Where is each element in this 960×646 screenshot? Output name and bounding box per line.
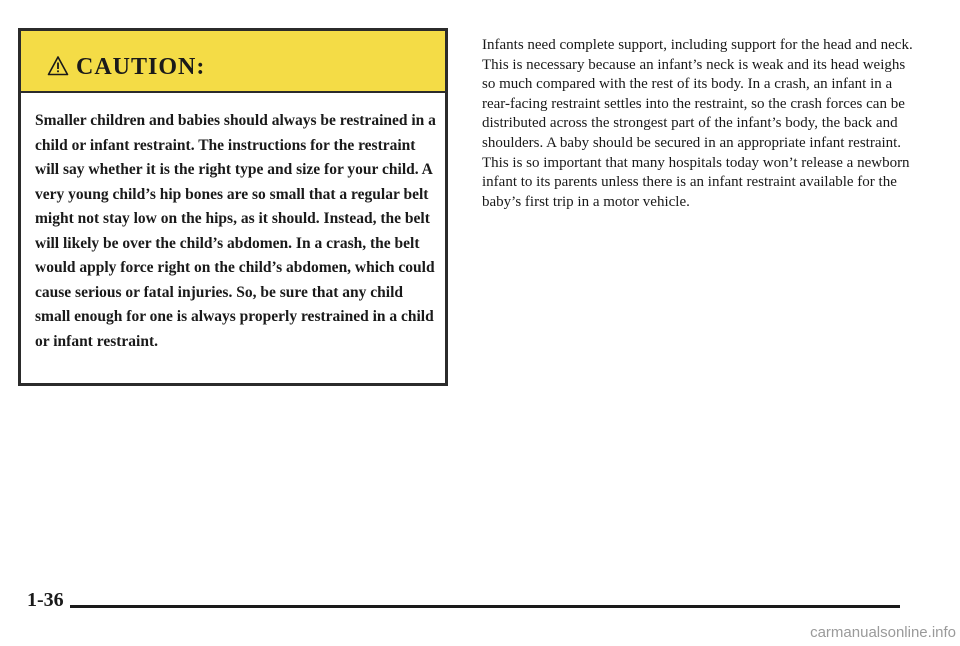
caution-header	[21, 31, 445, 93]
footer-rule	[70, 605, 900, 608]
page-number: 1-36	[27, 589, 64, 611]
infant-support-paragraph: Infants need complete support, including support for the head and neck. This is necessary because an infant’s neck is weak and its head weighs so much compared with the rest of its body. In a crash, an infant in a rear-facing restraint settles into the restraint, so the crash forces can be distributed across the strongest part of the infant’s body, the back and shoulders. A baby should be secured in an appropriate infant restraint. This is so important that many hospitals today won’t release a newborn infant to its parents unless there is an infant restraint available for the baby’s first trip in a motor vehicle.	[482, 37, 913, 210]
watermark: carmanualsonline.info	[810, 624, 956, 641]
warning-triangle-icon	[47, 55, 69, 77]
caution-title: CAUTION:	[76, 54, 206, 80]
caution-box	[18, 28, 448, 386]
caution-body-text: Smaller children and babies should always be restrained in a child or infant restraint. The instructions for the restraint will say whether it is the right type and size for your child. A very young child’s hip bones are so small that a regular belt might not stay low on the hips, as it should. Instead, the belt will likely be over the child’s abdomen. In a crash, the belt would apply force right on the child’s abdomen, which could cause serious or fatal injuries. So, be sure that any child small enough for one is always properly restrained in a child or infant restraint.	[35, 112, 436, 350]
